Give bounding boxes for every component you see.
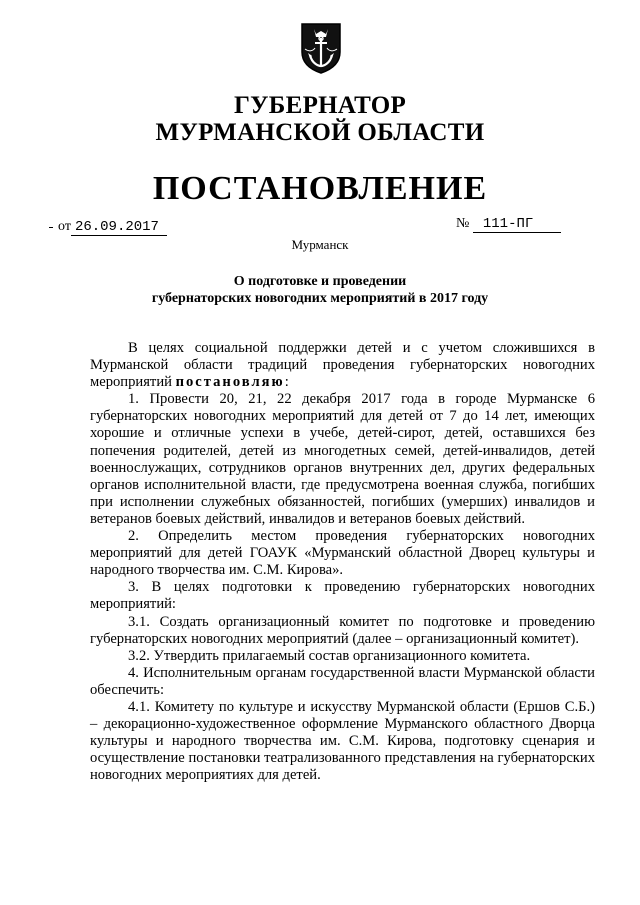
intro-text: В целях социальной поддержки детей и с учетом сложившихся в Мурманской области традиций проведения губернаторских новогодних мероприятий	[90, 340, 595, 391]
paragraph-4: 4. Исполнительным органам государственной власти Мурманской области обеспечить:	[90, 664, 595, 698]
document-type: ПОСТАНОВЛЕНИЕ	[152, 170, 488, 207]
date-prefix: от	[58, 219, 71, 234]
paragraph-3-2: 3.2. Утвердить прилагаемый состав организационного комитета.	[128, 647, 531, 664]
margin-mark	[49, 227, 53, 228]
issuer-title-line1: ГУБЕРНАТОР	[233, 92, 407, 119]
intro-end: :	[284, 374, 289, 391]
paragraph-4-1: 4.1. Комитету по культуре и искусству Мурманской области (Ершов С.Б.) – декорационно-художественное оформление Мурманского областного Дворца культуры и народного творчества им. С.М. Кирова, подготовку сценария и осуществление постановки театрализованного представления на губернаторских новогодних мероприятиях для детей.	[90, 698, 595, 784]
paragraph-3-1: 3.1. Создать организационный комитет по подготовке и проведению губернаторских новогодних мероприятий (далее – организационный комитет).	[90, 613, 595, 647]
subject-line1: О подготовке и проведении	[233, 274, 407, 289]
subject-line2: губернаторских новогодних мероприятий в 2017 году	[151, 291, 489, 306]
paragraph-3: 3. В целях подготовки к проведению губернаторских новогодних мероприятий:	[90, 579, 595, 613]
issuer-title-line2: МУРМАНСКОЙ ОБЛАСТИ	[155, 119, 485, 146]
city: Мурманск	[291, 237, 349, 252]
paragraph-1: 1. Провести 20, 21, 22 декабря 2017 года в городе Мурманске 6 губернаторских новогодних мероприятий для детей от 7 до 14 лет, имеющих хорошие и отличные успехи в учебе, детей-сирот, детей, оставшихся без попечения родителей, детей из многодетных семей, детей-инвалидов, детей военнослужащих, сотрудников органов внутренних дел, других федеральных органов исполнительной власти, где предусмотрена военная служба, погибших при исполнении служебных обязанностей, погибших (умерших) инвалидов и ветеранов боевых действий, инвалидов и ветеранов боевых действий.	[90, 391, 595, 527]
number-value: 111-ПГ	[473, 216, 561, 233]
number-prefix: №	[456, 216, 470, 231]
intro-paragraph	[90, 340, 595, 391]
intro-keyword: постановляю	[175, 374, 285, 391]
paragraph-2: 2. Определить местом проведения губернаторских новогодних мероприятий для детей ГОАУК «Мурманский областной Дворец культуры и народного творчества им. С.М. Кирова».	[90, 528, 595, 579]
document-body	[90, 340, 595, 784]
number-field	[456, 216, 561, 233]
document-subject	[0, 273, 640, 307]
date-field	[58, 219, 167, 236]
date-value: 26.09.2017	[71, 219, 167, 236]
coat-of-arms-icon	[300, 22, 342, 74]
